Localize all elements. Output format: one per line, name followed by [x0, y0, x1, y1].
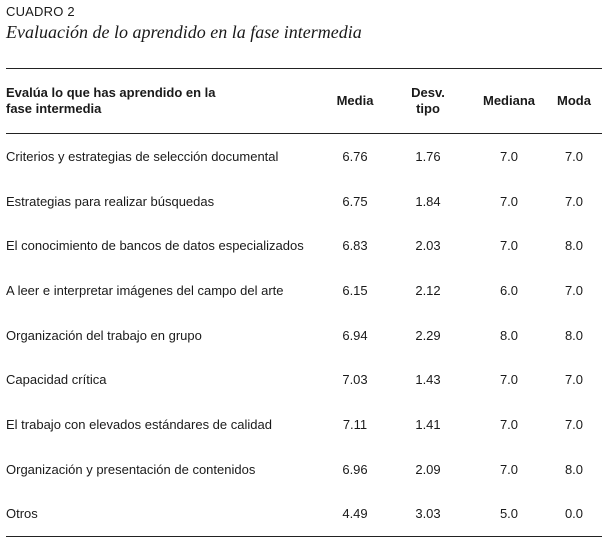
cell-moda: 7.0: [564, 282, 584, 298]
cell-media: 6.76: [342, 148, 368, 164]
cell-media: 7.11: [342, 416, 368, 432]
table-row: [6, 447, 602, 492]
cell-media: 6.15: [342, 282, 368, 298]
cell-item: Capacidad crítica: [6, 372, 107, 388]
cell-mediana: 5.0: [499, 506, 519, 522]
header-desv-tipo: [384, 69, 472, 134]
cell-media: 6.94: [342, 327, 368, 343]
cell-mediana: 6.0: [499, 282, 519, 298]
statistics-table: [6, 68, 602, 537]
cell-desv-tipo: 1.76: [415, 148, 441, 164]
cell-mediana: 8.0: [499, 327, 519, 343]
cell-mediana: 7.0: [499, 416, 519, 432]
cell-moda: 8.0: [564, 238, 584, 254]
cell-item: Criterios y estrategias de selección documental: [6, 148, 279, 164]
cell-item: Estrategias para realizar búsquedas: [6, 193, 215, 209]
table-number: CUADRO 2: [6, 4, 75, 19]
table-row: [6, 492, 602, 537]
cell-moda: 8.0: [564, 461, 584, 477]
cell-moda: 0.0: [564, 506, 584, 522]
cell-media: 6.96: [342, 461, 368, 477]
cell-moda: 7.0: [564, 148, 584, 164]
header-item: [6, 69, 326, 134]
table-row: [6, 357, 602, 402]
table-row: [6, 134, 602, 179]
cell-media: 6.83: [342, 238, 368, 254]
cell-item: Organización del trabajo en grupo: [6, 327, 202, 343]
header-desv-text: Desv. tipo: [411, 85, 445, 116]
table-row: [6, 402, 602, 447]
cell-media: 7.03: [342, 372, 368, 388]
cell-mediana: 7.0: [499, 193, 519, 209]
document-page: [6, 0, 602, 522]
cell-item: El trabajo con elevados estándares de calidad: [6, 416, 272, 432]
cell-item: A leer e interpretar imágenes del campo del arte: [6, 282, 284, 298]
header-row: [6, 69, 602, 134]
cell-mediana: 7.0: [499, 461, 519, 477]
cell-desv-tipo: 1.43: [415, 372, 441, 388]
cell-item: Organización y presentación de contenidos: [6, 461, 256, 477]
table-caption: Evaluación de lo aprendido en la fase intermedia: [6, 22, 362, 42]
table-body: [6, 134, 602, 537]
cell-mediana: 7.0: [499, 372, 519, 388]
cell-item: Otros: [6, 506, 38, 522]
table-row: [6, 313, 602, 358]
cell-desv-tipo: 2.03: [415, 238, 441, 254]
table-header: [6, 69, 602, 134]
table-row: [6, 179, 602, 224]
cell-item: El conocimiento de bancos de datos especializados: [6, 238, 304, 254]
cell-desv-tipo: 3.03: [415, 506, 441, 522]
header-moda: Moda: [557, 93, 591, 108]
header-item-text: Evalúa lo que has aprendido en la fase intermedia: [6, 85, 216, 116]
cell-desv-tipo: 2.12: [415, 282, 441, 298]
cell-media: 4.49: [342, 506, 368, 522]
cell-mediana: 7.0: [499, 148, 519, 164]
cell-media: 6.75: [342, 193, 368, 209]
cell-mediana: 7.0: [499, 238, 519, 254]
header-mediana: Mediana: [482, 93, 535, 108]
cell-desv-tipo: 1.41: [415, 416, 441, 432]
cell-desv-tipo: 2.09: [415, 461, 441, 477]
table-row: [6, 223, 602, 268]
table-row: [6, 268, 602, 313]
header-media: Media: [336, 93, 374, 108]
cell-moda: 7.0: [564, 416, 584, 432]
cell-moda: 8.0: [564, 327, 584, 343]
cell-moda: 7.0: [564, 372, 584, 388]
cell-desv-tipo: 1.84: [415, 193, 441, 209]
cell-desv-tipo: 2.29: [415, 327, 441, 343]
cell-moda: 7.0: [564, 193, 584, 209]
